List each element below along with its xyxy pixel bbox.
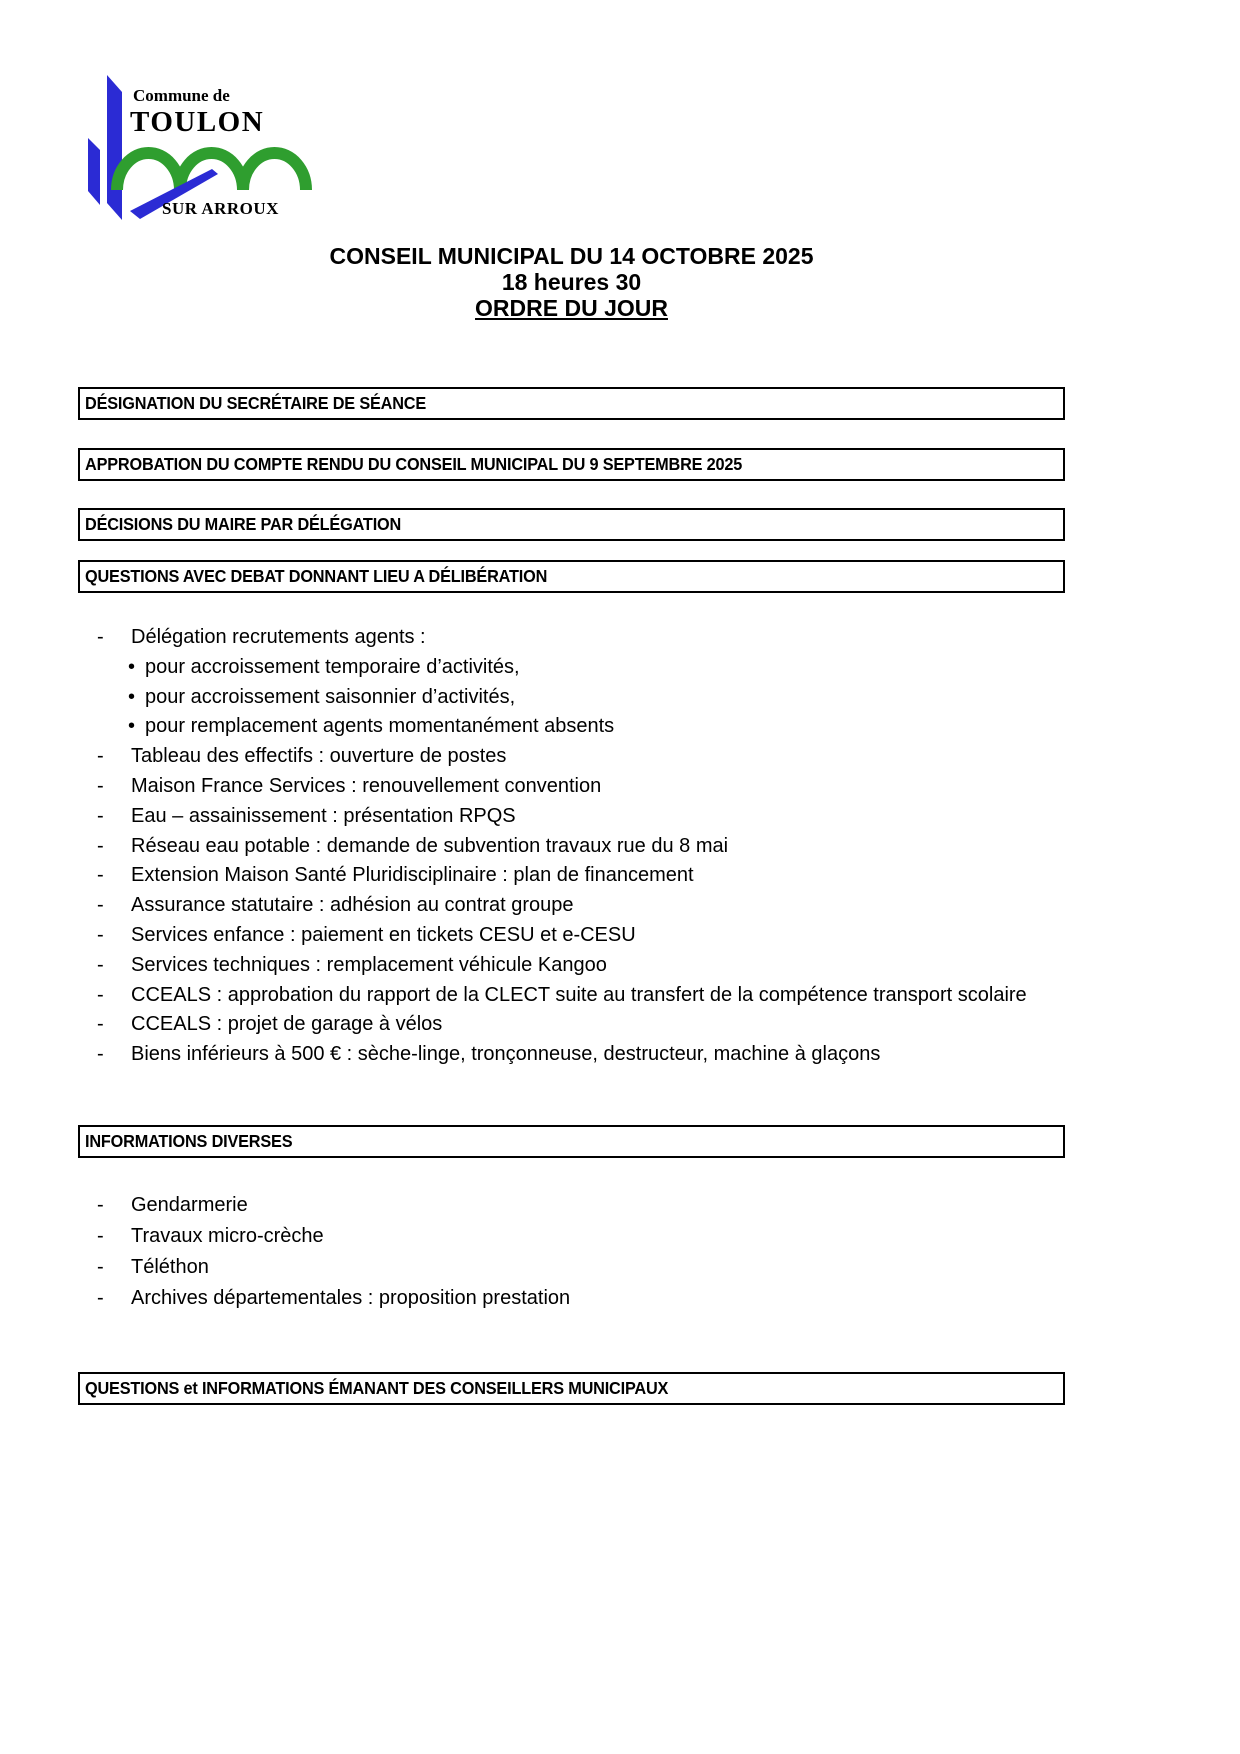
- agenda-sub-item-text: pour accroissement saisonnier d’activités,: [145, 685, 516, 708]
- logo-commune-de-text: Commune de: [133, 86, 230, 105]
- agenda-sub-item: [95, 683, 1225, 713]
- section-heading-questions-deliberation: [78, 560, 1065, 593]
- section-heading-label: QUESTIONS et INFORMATIONS ÉMANANT DES CONSEILLERS MUNICIPAUX: [85, 1378, 669, 1398]
- agenda-item: [95, 802, 1225, 832]
- section-heading-label: INFORMATIONS DIVERSES: [85, 1131, 293, 1151]
- agenda-item: [95, 832, 1225, 862]
- agenda-item: [95, 861, 1225, 891]
- section-heading-label: APPROBATION DU COMPTE RENDU DU CONSEIL MUNICIPAL DU 9 SEPTEMBRE 2025: [85, 454, 743, 474]
- agenda-item-text: Réseau eau potable : demande de subvention travaux rue du 8 mai: [131, 834, 729, 857]
- agenda-item: [95, 623, 1225, 653]
- section-heading-designation-secretaire: [78, 387, 1065, 420]
- agenda-item-text: CCEALS : approbation du rapport de la CLECT suite au transfert de la compétence transport scolaire: [131, 983, 1027, 1006]
- agenda-item: [95, 1040, 1225, 1070]
- title-line-meeting: CONSEIL MUNICIPAL DU 14 OCTOBRE 2025: [329, 243, 814, 269]
- agenda-item: [95, 891, 1225, 921]
- section-heading-label: QUESTIONS AVEC DEBAT DONNANT LIEU A DÉLIBÉRATION: [85, 566, 548, 586]
- title-line-time: 18 heures 30: [501, 269, 642, 295]
- agenda-item-text: CCEALS : projet de garage à vélos: [131, 1013, 443, 1036]
- logo-toulon-text: TOULON: [130, 106, 265, 138]
- agenda-item: [95, 981, 1225, 1011]
- title-line-ordre-du-jour: ORDRE DU JOUR: [475, 295, 668, 321]
- agenda-item: [95, 1283, 1225, 1314]
- agenda-item: [95, 742, 1225, 772]
- agenda-item-text: Maison France Services : renouvellement convention: [131, 774, 602, 797]
- section-heading-questions-conseillers: [78, 1372, 1065, 1405]
- agenda-item: [95, 921, 1225, 951]
- agenda-item: [95, 1252, 1225, 1283]
- agenda-item: [95, 1010, 1225, 1040]
- agenda-item-text: Délégation recrutements agents :: [131, 626, 426, 648]
- agenda-item-text: Eau – assainissement : présentation RPQS: [131, 804, 516, 827]
- agenda-sub-item-text: pour remplacement agents momentanément absents: [145, 715, 615, 738]
- agenda-item-text: Travaux micro-crèche: [131, 1225, 324, 1247]
- agenda-item-text: Biens inférieurs à 500 € : sèche-linge, tronçonneuse, destructeur, machine à glaçons: [131, 1043, 881, 1066]
- section-heading-approbation-compte-rendu: [78, 448, 1065, 481]
- agenda-sub-item-text: pour accroissement temporaire d’activités,: [145, 655, 520, 678]
- agenda-item-text: Tableau des effectifs : ouverture de postes: [131, 745, 507, 768]
- agenda-item-text: Assurance statutaire : adhésion au contrat groupe: [131, 894, 574, 917]
- agenda-item: [95, 1221, 1225, 1252]
- agenda-sub-item: [95, 653, 1225, 683]
- document-title: [78, 243, 1065, 321]
- deliberation-items-list: [95, 623, 1225, 1070]
- section-heading-label: DÉSIGNATION DU SECRÉTAIRE DE SÉANCE: [85, 393, 427, 413]
- agenda-item-text: Gendarmerie: [131, 1194, 248, 1216]
- section-heading-decisions-maire: [78, 508, 1065, 541]
- agenda-item-text: Services enfance : paiement en tickets CESU et e-CESU: [131, 923, 636, 946]
- agenda-item: [95, 1190, 1225, 1221]
- section-heading-informations-diverses: [78, 1125, 1065, 1158]
- logo-sur-arroux-text: SUR ARROUX: [162, 199, 279, 218]
- informations-items-list: [95, 1190, 1225, 1314]
- agenda-item-text: Téléthon: [131, 1256, 209, 1278]
- agenda-sub-item: [95, 712, 1225, 742]
- commune-logo: [84, 62, 319, 227]
- agenda-item-text: Archives départementales : proposition prestation: [131, 1287, 571, 1309]
- section-heading-label: DÉCISIONS DU MAIRE PAR DÉLÉGATION: [85, 514, 402, 534]
- agenda-item: [95, 951, 1225, 981]
- agenda-item-text: Services techniques : remplacement véhicule Kangoo: [131, 953, 607, 976]
- agenda-item-text: Extension Maison Santé Pluridisciplinaire : plan de financement: [131, 864, 694, 887]
- agenda-item: [95, 772, 1225, 802]
